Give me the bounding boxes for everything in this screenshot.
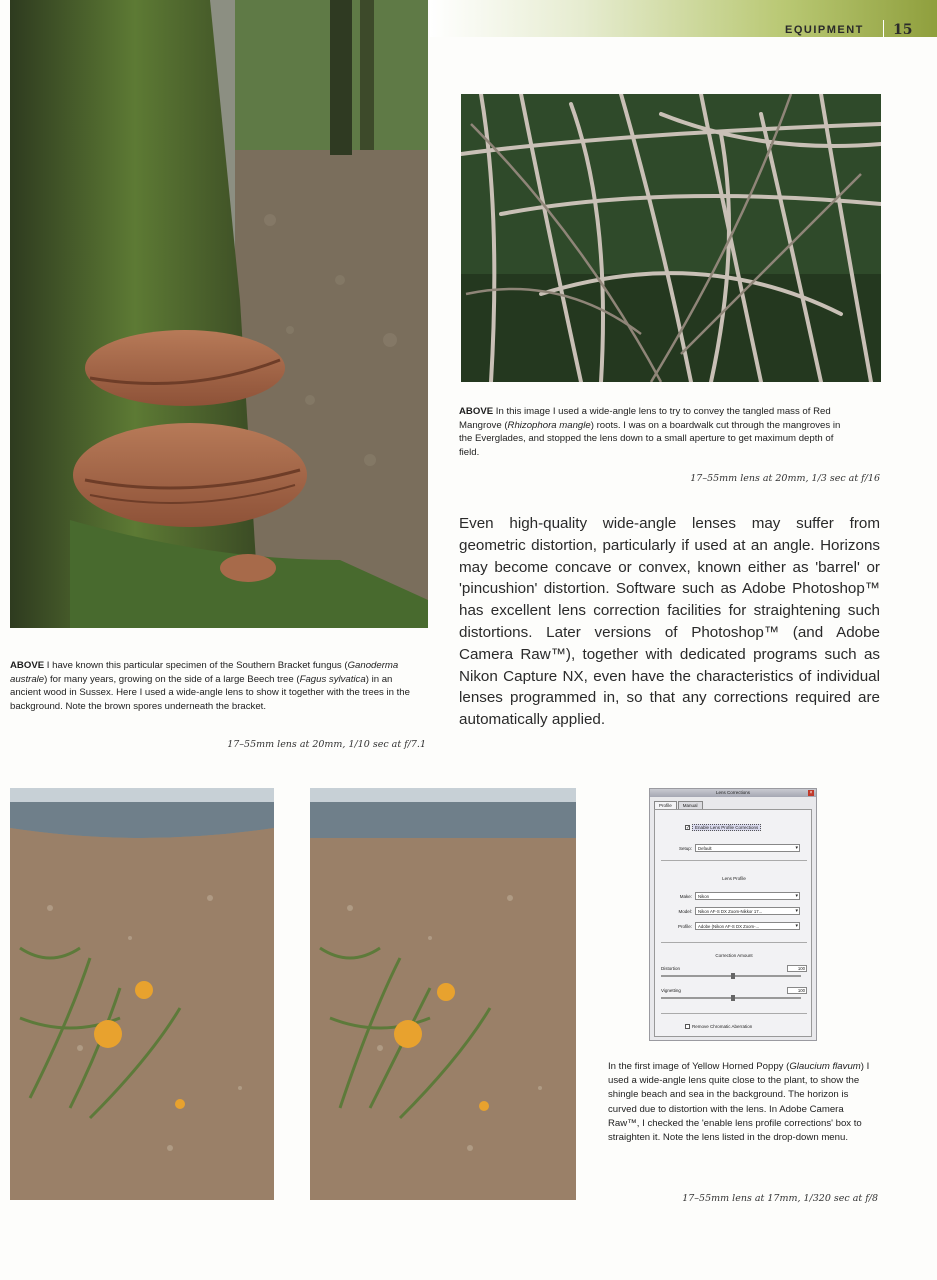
model-select[interactable]: Nikon AF-S DX Zoom-Nikkor 17... ▾	[695, 907, 800, 915]
correction-amount-title: Correction Amount	[715, 953, 753, 958]
checkbox-empty	[685, 1024, 690, 1029]
divider	[661, 1013, 807, 1014]
slider-thumb[interactable]	[731, 995, 735, 1001]
caption-latin-name: Rhizophora mangle	[507, 419, 591, 431]
setup-row	[655, 844, 800, 852]
distortion-value[interactable]: 100	[787, 965, 807, 972]
model-label: Model:	[678, 908, 692, 914]
chromatic-aberration-label: Remove Chromatic Aberration	[692, 1024, 753, 1029]
poppy-curved-horizon-photo	[10, 788, 274, 1200]
caption-text: In this image I used a wide-angle lens to try to convey the tangled mass of Red Mangrove (	[459, 406, 831, 431]
distortion-label: Distortion	[661, 966, 681, 971]
body-paragraph: Even high-quality wide-angle lenses may suffer from geometric distortion, particularly if used at an angle. Horizons may become concave or convex, known either as 'barrel' or 'pincushion' distortion. Software such as Adobe Photoshop™ has excellent lens correction facilities for straightening such distortions. Later versions of Photoshop™ (and Adobe Camera Raw™), together with dedicated programs such as Nikon Capture NX, even have the characteristics of individual lenses programmed in, so that any corrections required are automatically applied.	[459, 515, 880, 729]
caption-text: ) in an ancient wood in Sussex. Here I used a wide-angle lens to show it together with the trees in the background. Note the brown spores underneath the bracket.	[10, 673, 410, 712]
poppy-corrected-photo	[310, 788, 576, 1200]
lens-corrections-dialog	[649, 788, 817, 1041]
profile-row	[655, 922, 800, 930]
caption-text: I have known this particular specimen of the Southern Bracket fungus (	[44, 660, 348, 671]
model-row	[655, 907, 800, 915]
caption-text: In the first image of Yellow Horned Poppy (	[608, 1061, 790, 1072]
caption-lead: ABOVE	[10, 660, 45, 671]
divider	[661, 942, 807, 943]
tab-manual[interactable]: Manual	[678, 801, 703, 809]
tab-profile[interactable]: Profile	[654, 801, 677, 809]
fungus-caption	[10, 659, 420, 713]
close-icon[interactable]: ×	[809, 790, 813, 796]
page-number: 15	[893, 22, 913, 38]
dialog-tabs	[654, 801, 703, 809]
caption-latin-name: Glaucium flavum	[789, 1061, 861, 1072]
divider	[661, 860, 807, 861]
mangrove-exif: 17–55mm lens at 20mm, 1/3 sec at f/16	[690, 473, 880, 484]
caption-text: ) for many years, growing on the side of a large Beech tree (	[44, 673, 300, 685]
slider-thumb[interactable]	[731, 973, 735, 979]
fungus-photo	[10, 0, 428, 628]
make-label: Make:	[679, 893, 692, 899]
slider-track	[661, 997, 801, 999]
caption-latin-name: Fagus sylvatica	[299, 673, 366, 685]
caption-text: ) I used a wide-angle lens quite close to the plant, to show the shingle beach and sea in the background. The horizon is curved due to distortion with the lens. In Adobe Camera Raw™, I checked the 'enable lens profile corrections' box to straighten it. Note the lens listed in the drop-down menu.	[608, 1061, 870, 1144]
chromatic-aberration-checkbox[interactable]	[685, 1024, 752, 1029]
lens-profile-title: Lens Profile	[722, 876, 746, 881]
setup-select[interactable]: Default ▾	[695, 844, 800, 852]
mangrove-photo	[461, 94, 881, 382]
poppy-caption	[608, 1060, 876, 1145]
caption-lead: ABOVE	[459, 406, 494, 417]
vignetting-label: Vignetting	[661, 988, 681, 993]
make-select[interactable]: Nikon ▾	[695, 892, 800, 900]
caption-text: ) roots. I was on a boardwalk cut through the mangroves in the Everglades, and stopped the lens down to a small aperture to get maximum depth of field.	[459, 419, 841, 458]
section-label: EQUIPMENT	[785, 24, 864, 36]
enable-profile-label: Enable Lens Profile Corrections	[692, 824, 761, 831]
slider-track	[661, 975, 801, 977]
caption-latin-name: Ganoderma australe	[10, 660, 399, 685]
enable-profile-checkbox[interactable]	[685, 824, 761, 831]
mangrove-caption	[459, 405, 854, 459]
profile-select[interactable]: Adobe (Nikon AF-S DX Zoom-... ▾	[695, 922, 800, 930]
dialog-title: Lens Corrections	[650, 789, 816, 797]
profile-label: Profile:	[677, 923, 692, 929]
checkmark-icon: ✓	[686, 825, 691, 831]
dialog-panel	[654, 809, 812, 1037]
header-divider	[883, 20, 884, 37]
make-row	[655, 892, 800, 900]
poppy-exif: 17–55mm lens at 17mm, 1/320 sec at f/8	[682, 1193, 878, 1204]
vignetting-value[interactable]: 100	[787, 987, 807, 994]
fungus-exif: 17–55mm lens at 20mm, 1/10 sec at f/7.1	[227, 739, 426, 750]
setup-label: Setup:	[678, 845, 692, 851]
